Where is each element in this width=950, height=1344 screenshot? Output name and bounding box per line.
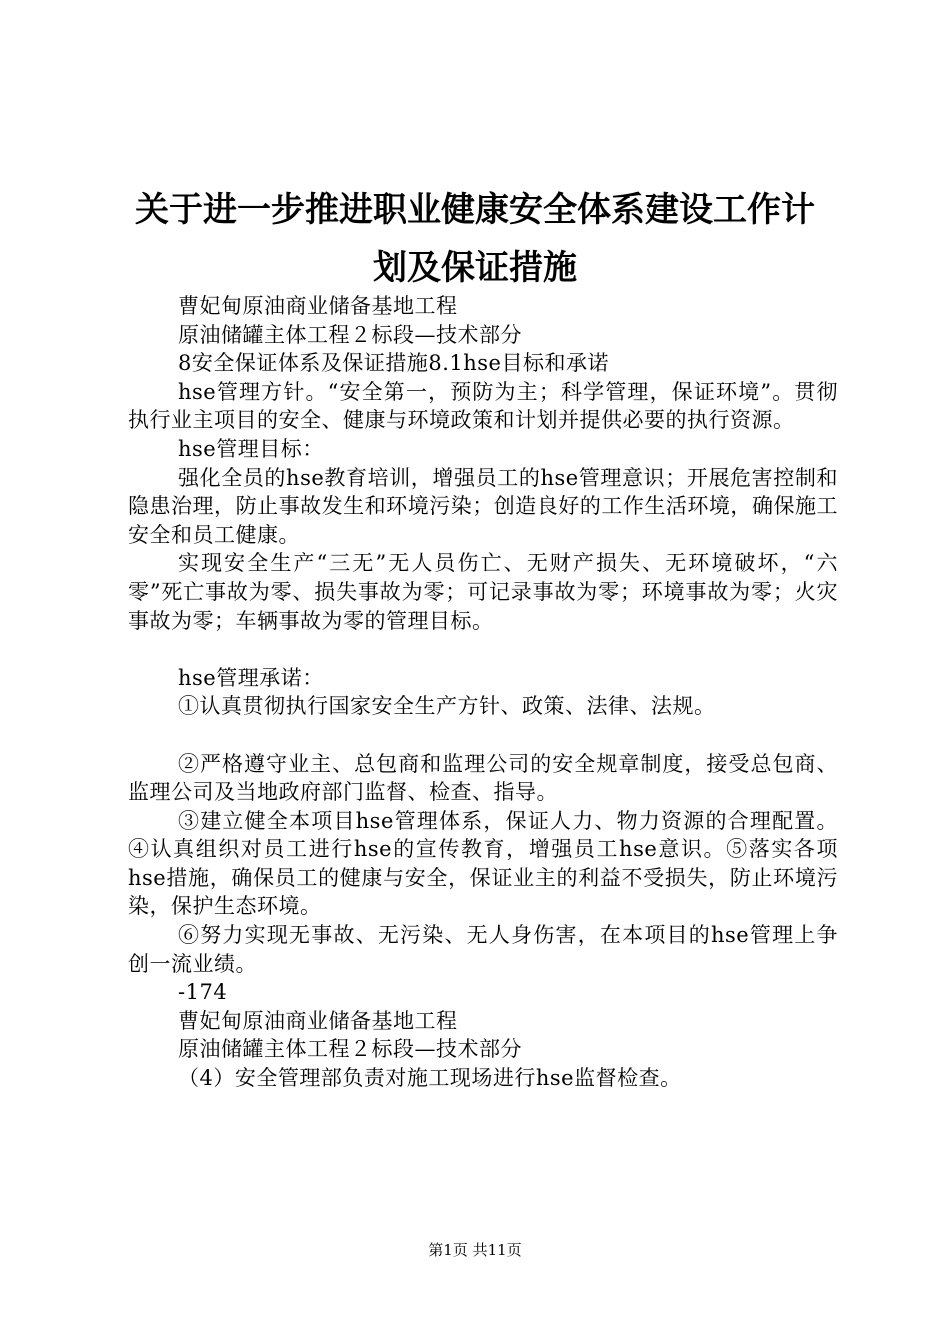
document-title-line-1: 关于进一步推进职业健康安全体系建设工作计 <box>135 190 815 230</box>
paragraph-hse-policy: hse管理方针。“安全第一，预防为主；科学管理，保证环境”。贯彻执行业主项目的安全、健康与环境政策和计划并提供必要的执行资源。 <box>128 379 838 433</box>
paragraph-hse-goals-training: 强化全员的hse教育培训，增强员工的hse管理意识；开展危害控制和隐患治理，防止事故发生和环境污染；创造良好的工作生活环境，确保施工安全和员工健康。 <box>128 465 838 547</box>
paragraph-project-name-repeat: 曹妃甸原油商业储备基地工程 <box>178 1008 458 1033</box>
paragraph-commitment-2: ②严格遵守业主、总包商和监理公司的安全规章制度，接受总包商、监理公司及当地政府部门监督、检查、指导。 <box>128 751 838 805</box>
paragraph-page-marker: -174 <box>178 980 228 1005</box>
paragraph-hse-goals-heading: hse管理目标： <box>178 436 324 461</box>
paragraph-safety-dept-inspection: （4）安全管理部负责对施工现场进行hse监督检查。 <box>178 1066 682 1091</box>
document-title-line-2: 划及保证措施 <box>373 248 577 288</box>
paragraph-hse-commitment-heading: hse管理承诺： <box>178 665 324 690</box>
paragraph-gap <box>128 635 838 664</box>
document-body <box>128 292 838 1093</box>
paragraph-section-name-repeat: 原油储罐主体工程２标段—技术部分 <box>178 1037 522 1062</box>
paragraph-project-name: 曹妃甸原油商业储备基地工程 <box>178 294 458 318</box>
paragraph-commitment-6: ⑥努力实现无事故、无污染、无人身伤害，在本项目的hse管理上争创一流业绩。 <box>128 923 838 976</box>
paragraph-hse-goals-targets: 实现安全生产“三无”无人员伤亡、无财产损失、无环境破坏，“六零”死亡事故为零、损失事故为零；可记录事故为零；环境事故为零；火灾事故为零；车辆事故为零的管理目标。 <box>128 551 838 633</box>
paragraph-commitment-1: ①认真贯彻执行国家安全生产方针、政策、法律、法规。 <box>178 694 716 719</box>
paragraph-section-name: 原油储罐主体工程２标段—技术部分 <box>178 322 522 347</box>
page-number-footer: 第1页 共11页 <box>428 1241 522 1259</box>
paragraph-gap <box>128 721 838 750</box>
paragraph-chapter-heading: 8安全保证体系及保证措施8.1hse目标和承诺 <box>178 351 609 376</box>
paragraph-commitment-3-5: ③建立健全本项目hse管理体系，保证人力、物力资源的合理配置。④认真组织对员工进行hse的宣传教育，增强员工hse意识。⑤落实各项hse措施，确保员工的健康与安全，保证业主的利益不受损失，防止环境污染，保护生态环境。 <box>128 808 838 919</box>
